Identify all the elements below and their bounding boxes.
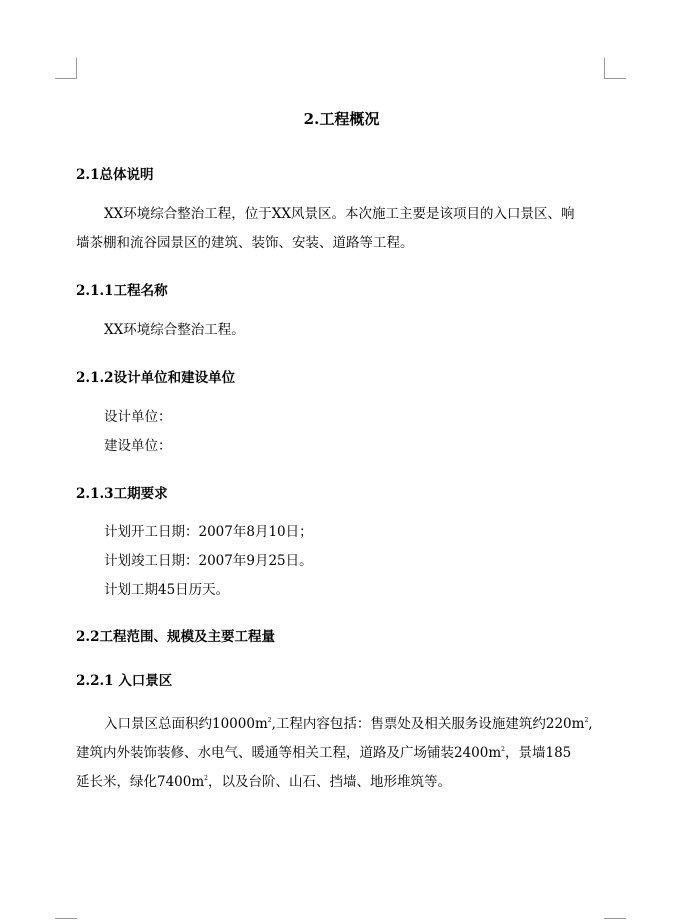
superscript: 2 xyxy=(267,717,272,724)
text-span: ,工程内容包括：售票处及相关服务设施建筑约220m xyxy=(271,716,585,732)
section-heading-2-1: 2.1总体说明 xyxy=(76,167,154,183)
text-span: 建筑内外装饰装修、水电气、暖通等相关工程，道路及广场铺装2400m xyxy=(76,745,502,761)
superscript: 2 xyxy=(204,775,208,782)
text-span: ，以及台阶、山石、挡墙、地形堆筑等。 xyxy=(208,774,451,790)
paragraph-line: XX环境综合整治工程，位于XX风景区。本次施工主要是该项目的入口景区、响 xyxy=(104,206,575,222)
design-unit-line: 设计单位： xyxy=(104,409,172,425)
text-span: 入口景区总面积约10000m xyxy=(104,716,268,732)
section-heading-2-2-1: 2.2.1 入口景区 xyxy=(76,673,173,689)
superscript: 2 xyxy=(501,746,505,753)
start-date-line: 计划开工日期：2007年8月10日； xyxy=(104,524,313,540)
construction-unit-line: 建设单位： xyxy=(104,438,172,454)
paragraph-line: XX环境综合整治工程。 xyxy=(104,322,245,338)
duration-line: 计划工期45日历天。 xyxy=(104,582,230,598)
paragraph-line: 墙茶棚和流谷园景区的建筑、装饰、安装、道路等工程。 xyxy=(76,235,414,251)
end-date-line: 计划竣工日期：2007年9月25日。 xyxy=(104,553,313,569)
page-title: 2.工程概况 xyxy=(303,110,380,128)
superscript: 2 xyxy=(584,717,589,724)
text-span: , xyxy=(588,716,593,732)
paragraph-line xyxy=(76,764,606,797)
section-heading-2-1-3: 2.1.3工期要求 xyxy=(76,486,168,502)
text-span: 延长米，绿化7400m xyxy=(76,774,205,790)
section-heading-2-1-1: 2.1.1工程名称 xyxy=(76,283,168,299)
text-span: ，景墙185 xyxy=(505,745,572,761)
section-heading-2-2: 2.2工程范围、规模及主要工程量 xyxy=(76,629,275,645)
section-heading-2-1-2: 2.1.2设计单位和建设单位 xyxy=(76,370,236,386)
